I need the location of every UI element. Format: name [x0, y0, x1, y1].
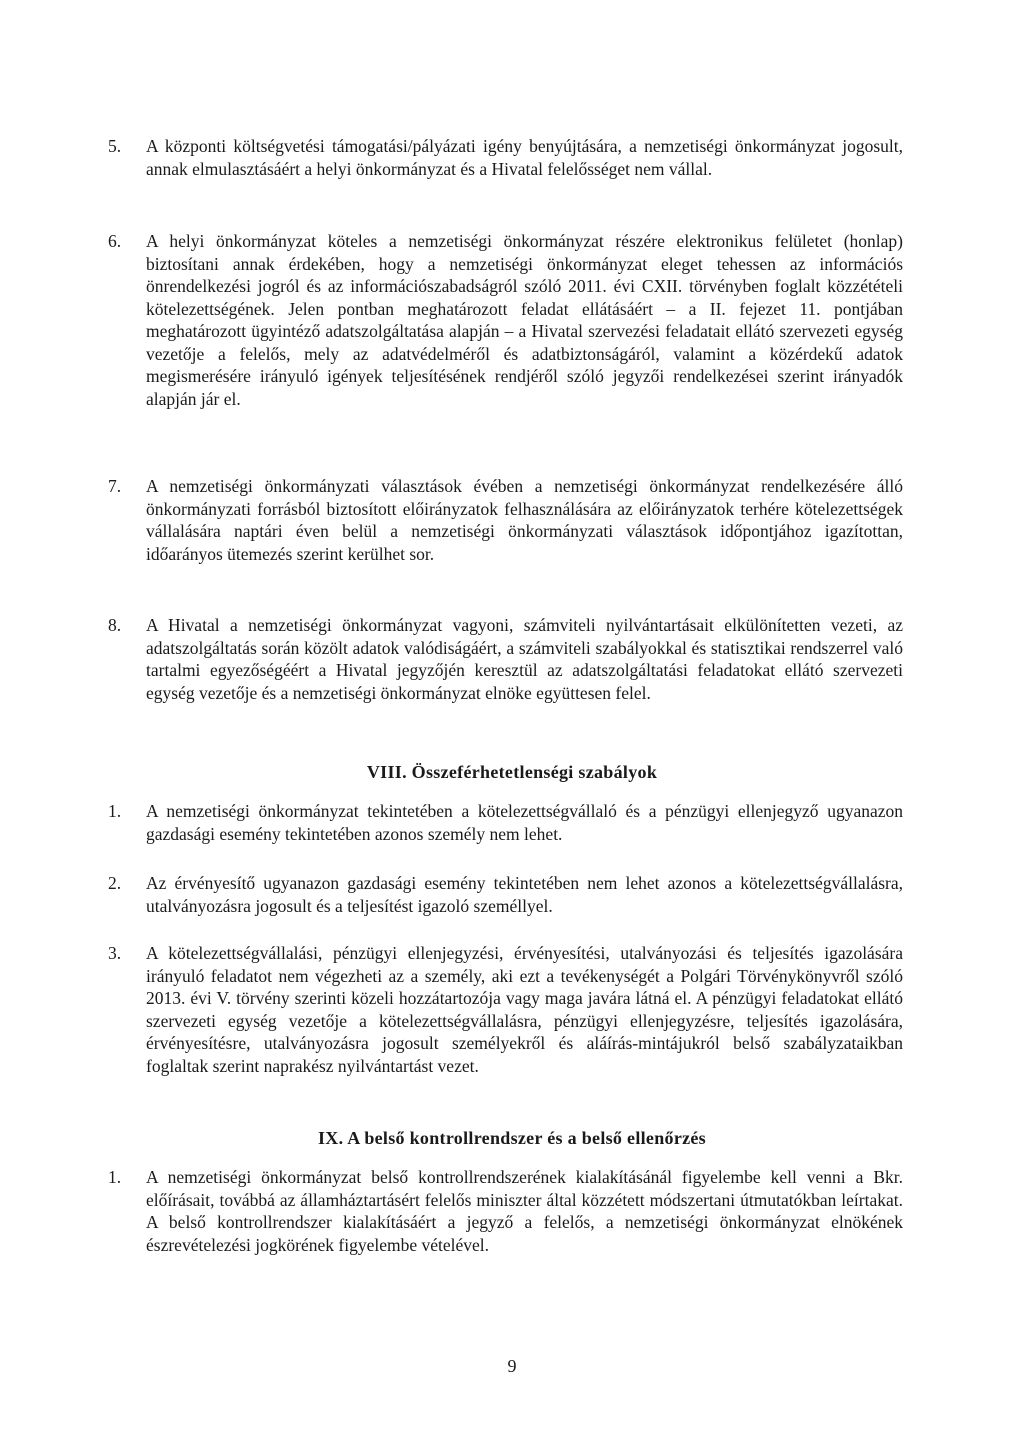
item-text: A központi költségvetési támogatási/pályázati igény benyújtására, a nemzetiségi önkormányzat jogosult, annak elmulasztásáért a helyi önkormányzat és a Hivatal felelősséget nem vállal. [146, 136, 903, 179]
section-heading-ix: IX. A belső kontrollrendszer és a belső ellenőrzés [318, 1128, 706, 1148]
item-text: A nemzetiségi önkormányzat belső kontrollrendszerének kialakításánál figyelembe kell venni a Bkr. előírásait, továbbá az államháztartásért felelős miniszter által közzétett módszertani útmutatókban leírtakat. A belső kontrollrendszer kialakításáért a jegyző a felelős, a nemzetiségi önkormányzat elnökének észrevételezési jogkörének figyelembe vételével. [146, 1167, 903, 1255]
paragraph-item-viii-1 [108, 800, 903, 845]
item-number: 6. [108, 231, 122, 251]
paragraph-item-8 [108, 614, 903, 704]
item-number: 8. [108, 615, 122, 635]
item-number: 3. [108, 943, 122, 963]
item-text: A kötelezettségvállalási, pénzügyi ellenjegyzési, érvényesítési, utalványozási és teljesítés igazolására irányuló feladatot nem végezheti az a személy, aki ezt a tevékenységét a Polgári Törvénykönyvről szóló 2013. évi V. törvény szerinti közeli hozzátartozója vagy maga javára látná el. A pénzügyi feladatokat ellátó szervezeti egység vezetője a kötelezettségvállalásra, pénzügyi ellenjegyzésre, teljesítés igazolására, érvényesítésre, utalványozásra jogosult személyekről és aláírás-mintájukról belső szabályzataikban foglaltak szerint naprakész nyilvántartást vezet. [146, 943, 903, 1076]
paragraph-item-7 [108, 475, 903, 565]
item-number: 1. [108, 1167, 122, 1187]
item-number: 7. [108, 476, 122, 496]
item-number: 1. [108, 801, 122, 821]
paragraph-item-viii-2 [108, 872, 903, 917]
item-text: A helyi önkormányzat köteles a nemzetiségi önkormányzat részére elektronikus felületet (honlap) biztosítani annak érdekében, hogy a nemzetiségi önkormányzat eleget tehessen az információs önrendelkezési jogról és az információszabadságról szóló 2011. évi CXII. törvényben foglalt közzétételi kötelezettségének. Jelen pontban meghatározott feladat ellátásáért – a II. fejezet 11. pontjában meghatározott ügyintéző adatszolgáltatása alapján – a Hivatal szervezési feladatait ellátó szervezeti egység vezetője a felelős, mely az adatvédelméről és adatbiztonságáról, valamint a közérdekű adatok megismerésére irányuló igények teljesítésének rendjéről szóló jegyzői rendelkezései szerint irányadók alapján jár el. [146, 231, 903, 409]
item-text: A nemzetiségi önkormányzati választások évében a nemzetiségi önkormányzat rendelkezésére álló önkormányzati forrásból biztosított előirányzatok felhasználására az előirányzatok terhére kötelezettségek vállalására naptári éven belül a nemzetiségi önkormányzati választások időpontjához igazítottan, időarányos ütemezés szerint kerülhet sor. [146, 476, 903, 564]
page-number: 9 [507, 1356, 517, 1376]
item-number: 2. [108, 873, 122, 893]
paragraph-item-ix-1 [108, 1166, 903, 1256]
paragraph-item-5 [108, 135, 903, 180]
item-number: 5. [108, 136, 122, 156]
item-text: A nemzetiségi önkormányzat tekintetében a kötelezettségvállaló és a pénzügyi ellenjegyző ugyanazon gazdasági esemény tekintetében azonos személy nem lehet. [146, 801, 903, 844]
item-text: Az érvényesítő ugyanazon gazdasági esemény tekintetében nem lehet azonos a kötelezettségvállalásra, utalványozásra jogosult és a teljesítést igazoló személlyel. [146, 873, 903, 916]
paragraph-item-viii-3 [108, 942, 903, 1077]
section-heading-viii: VIII. Összeférhetetlenségi szabályok [366, 762, 658, 782]
item-text: A Hivatal a nemzetiségi önkormányzat vagyoni, számviteli nyilvántartásait elkülönítetten vezeti, az adatszolgáltatás során közölt adatok valódiságáért, a számviteli szabályokkal és statisztikai rendszerrel való tartalmi egyezőségéért a Hivatal jegyzőjén keresztül az adatszolgáltatási feladatokat ellátó szervezeti egység vezetője és a nemzetiségi önkormányzat elnöke együttesen felel. [146, 615, 903, 703]
paragraph-item-6 [108, 230, 903, 410]
